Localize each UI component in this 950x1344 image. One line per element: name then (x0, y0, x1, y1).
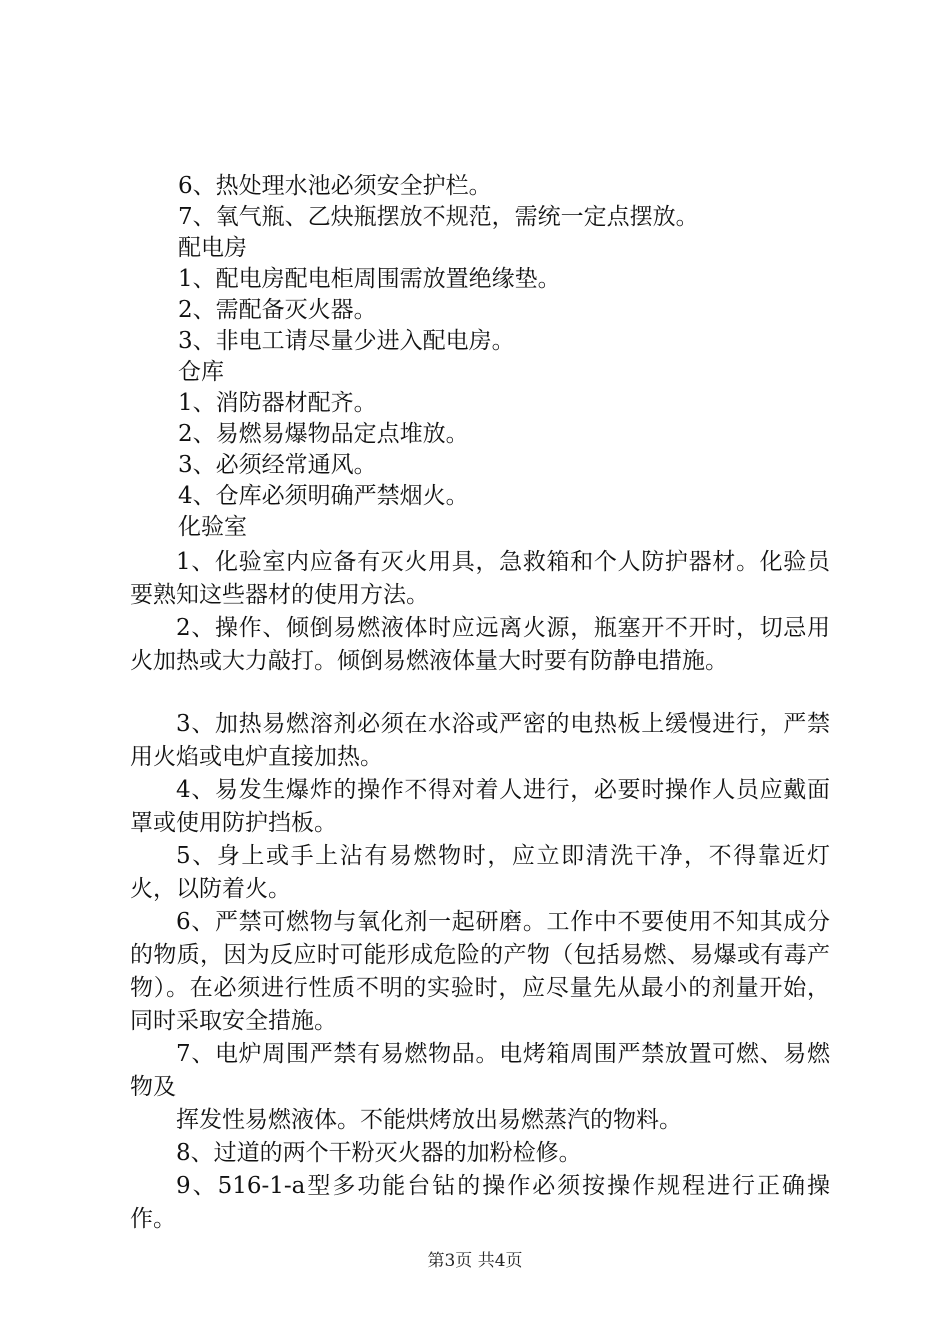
document-body (130, 172, 830, 1236)
section-heading-power-room: 配电房 (178, 235, 247, 261)
list-item: 6、热处理水池必须安全护栏。 (178, 173, 492, 199)
paragraph: 6、严禁可燃物与氧化剂一起研磨。工作中不要使用不知其成分的物质，因为反应时可能形成危险的产物（包括易燃、易爆或有毒产物）。在必须进行性质不明的实验时，应尽量先从最小的剂量开始，同时采取安全措施。 (130, 909, 830, 1034)
list-item: 1、配电房配电柜周围需放置绝缘垫。 (178, 266, 561, 292)
list-item: 7、氧气瓶、乙炔瓶摆放不规范，需统一定点摆放。 (178, 204, 699, 230)
list-item: 1、消防器材配齐。 (178, 390, 377, 416)
list-item: 2、需配备灭火器。 (178, 297, 377, 323)
paragraph: 8、过道的两个干粉灭火器的加粉检修。 (176, 1140, 582, 1166)
paragraph: 7、电炉周围严禁有易燃物品。电烤箱周围严禁放置可燃、易燃物及 (130, 1041, 830, 1100)
page-footer: 第3页 共4页 (427, 1251, 523, 1271)
paragraph: 3、加热易燃溶剂必须在水浴或严密的电热板上缓慢进行，严禁用火焰或电炉直接加热。 (130, 711, 830, 770)
paragraph: 4、易发生爆炸的操作不得对着人进行，必要时操作人员应戴面罩或使用防护挡板。 (130, 777, 830, 836)
paragraph: 1、化验室内应备有灭火用具，急救箱和个人防护器材。化验员要熟知这些器材的使用方法。 (130, 549, 830, 608)
paragraph: 2、操作、倾倒易燃液体时应远离火源，瓶塞开不开时，切忌用火加热或大力敲打。倾倒易燃液体量大时要有防静电措施。 (130, 615, 830, 674)
list-item: 3、必须经常通风。 (178, 452, 377, 478)
section-heading-warehouse: 仓库 (178, 359, 224, 385)
paragraph: 9、516-1-a型多功能台钻的操作必须按操作规程进行正确操作。 (130, 1173, 830, 1232)
list-item: 2、易燃易爆物品定点堆放。 (178, 421, 469, 447)
list-item: 3、非电工请尽量少进入配电房。 (178, 328, 515, 354)
paragraph: 5、身上或手上沾有易燃物时，应立即清洗干净，不得靠近灯火，以防着火。 (130, 843, 830, 902)
list-item: 4、仓库必须明确严禁烟火。 (178, 483, 469, 509)
paragraph-continuation: 挥发性易燃液体。不能烘烤放出易燃蒸汽的物料。 (176, 1107, 682, 1133)
section-heading-lab: 化验室 (178, 514, 247, 540)
blank-line (130, 678, 830, 708)
